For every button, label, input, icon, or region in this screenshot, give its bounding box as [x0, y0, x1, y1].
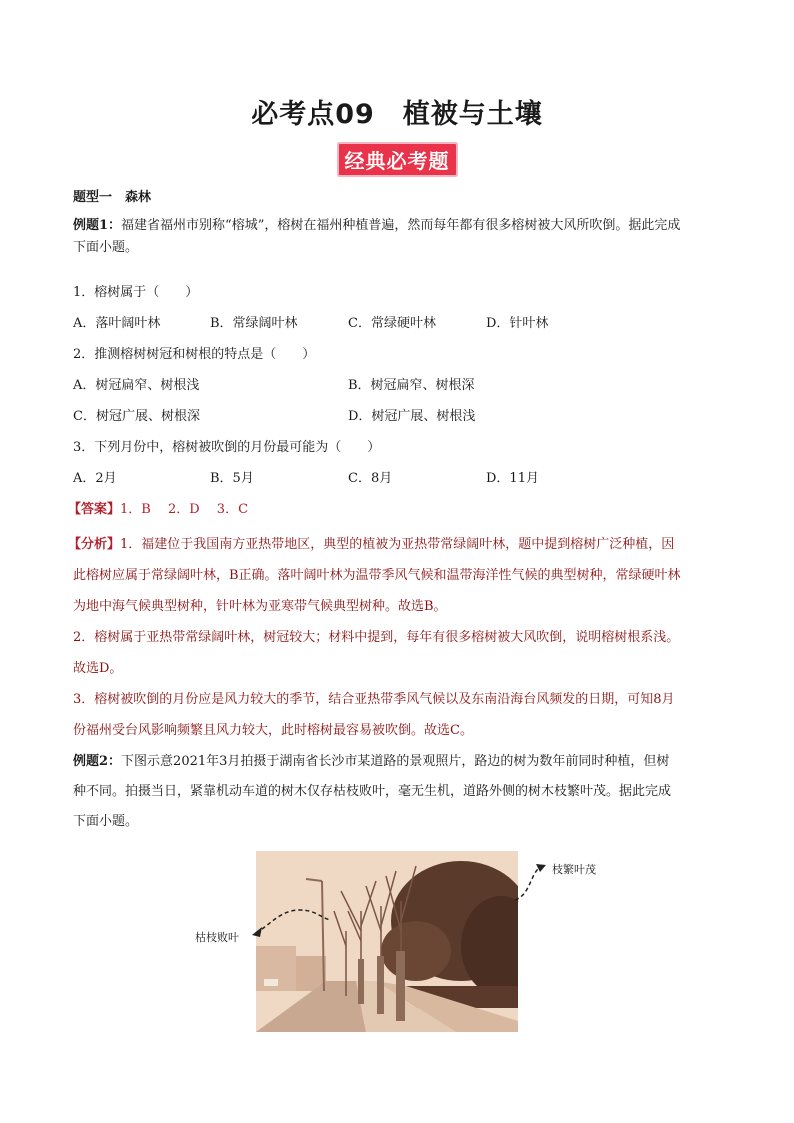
q3-stem: 3．下列月份中，榕树被吹倒的月份最可能为（ ） — [73, 440, 381, 455]
classic-badge: 经典必考题 — [337, 142, 458, 177]
analysis-p1c: 为地中海气候典型树种，针叶林为亚寒带气候典型树种。故选B。 — [73, 599, 447, 614]
example1-line2: 下面小题。 — [73, 240, 139, 255]
q2-stem: 2．推测榕树树冠和树根的特点是（ ） — [73, 347, 316, 362]
label-lush: 枝繁叶茂 — [552, 863, 596, 876]
q2-option-a: A．树冠扁窄、树根浅 — [73, 378, 200, 393]
analysis-text — [68, 529, 734, 746]
answer-line — [68, 498, 248, 517]
analysis-label: 【分析】 — [68, 537, 121, 552]
right-dashed-arrow — [515, 867, 540, 900]
example2-line3: 下面小题。 — [73, 814, 139, 829]
label-withered: 枯枝败叶 — [195, 931, 239, 944]
example1-label: 例题1： — [73, 218, 122, 233]
example2-text — [73, 747, 733, 837]
q1-option-d: D．针叶林 — [486, 316, 549, 331]
q2-option-b: B．树冠扁窄、树根深 — [348, 378, 475, 393]
section-heading: 题型一 森林 — [73, 190, 152, 205]
q2-option-c: C．树冠广展、树根深 — [73, 409, 200, 424]
example2-line1: 下图示意2021年3月拍摄于湖南省长沙市某道路的景观照片，路边的树为数年前同时种植，但树 — [121, 754, 670, 769]
analysis-p3a: 3．榕树被吹倒的月份应是风力较大的季节，结合亚热带季风气候以及东南沿海台风频发的日期，可知8月 — [73, 692, 675, 707]
callout-arrows — [230, 855, 560, 945]
left-dashed-arrow — [256, 910, 330, 933]
q1-option-a: A．落叶阔叶林 — [73, 316, 161, 331]
example1-line1: 福建省福州市别称“榕城”，榕树在福州种植普遍，然而每年都有很多榕树被大风所吹倒。据此完成 — [121, 218, 681, 233]
q3-option-a: A．2月 — [73, 471, 117, 486]
analysis-p2b: 故选D。 — [73, 661, 123, 676]
page-title: 必考点09 植被与土壤 — [251, 99, 543, 130]
badge-wrap — [0, 142, 794, 177]
q3-option-d: D．11月 — [486, 471, 539, 486]
q3-option-c: C．8月 — [348, 471, 393, 486]
q3-option-b: B．5月 — [210, 471, 254, 486]
analysis-p1b: 此榕树应属于常绿阔叶林，B正确。落叶阔叶林为温带季风气候和温带海洋性气候的典型树种，常绿硬叶林 — [73, 568, 681, 583]
q1-option-c: C．常绿硬叶林 — [348, 316, 436, 331]
right-arrowhead — [536, 864, 546, 872]
analysis-p3b: 份福州受台风影响频繁且风力较大，此时榕树最容易被吹倒。故选C。 — [73, 723, 473, 738]
answer-label: 【答案】 — [68, 502, 121, 517]
example1-text — [73, 215, 733, 259]
q2-option-d: D．树冠广展、树根浅 — [348, 409, 476, 424]
analysis-p2a: 2．榕树属于亚热带常绿阔叶林，树冠较大；材料中提到，每年有很多榕树被大风吹倒，说明榕树根系浅。 — [73, 630, 680, 645]
example2-label: 例题2： — [73, 754, 122, 769]
left-arrowhead — [252, 927, 262, 937]
answer-text: 1．B 2．D 3．C — [120, 502, 249, 517]
analysis-p1a: 1．福建位于我国南方亚热带地区，典型的植被为亚热带常绿阔叶林，题中提到榕树广泛种植，因 — [120, 537, 675, 552]
q1-stem: 1．榕树属于（ ） — [73, 285, 199, 300]
q1-option-b: B．常绿阔叶林 — [210, 316, 298, 331]
example2-line2: 种不同。拍摄当日，紧靠机动车道的树木仅存枯枝败叶，毫无生机，道路外侧的树木枝繁叶茂。据此完成 — [73, 784, 672, 799]
